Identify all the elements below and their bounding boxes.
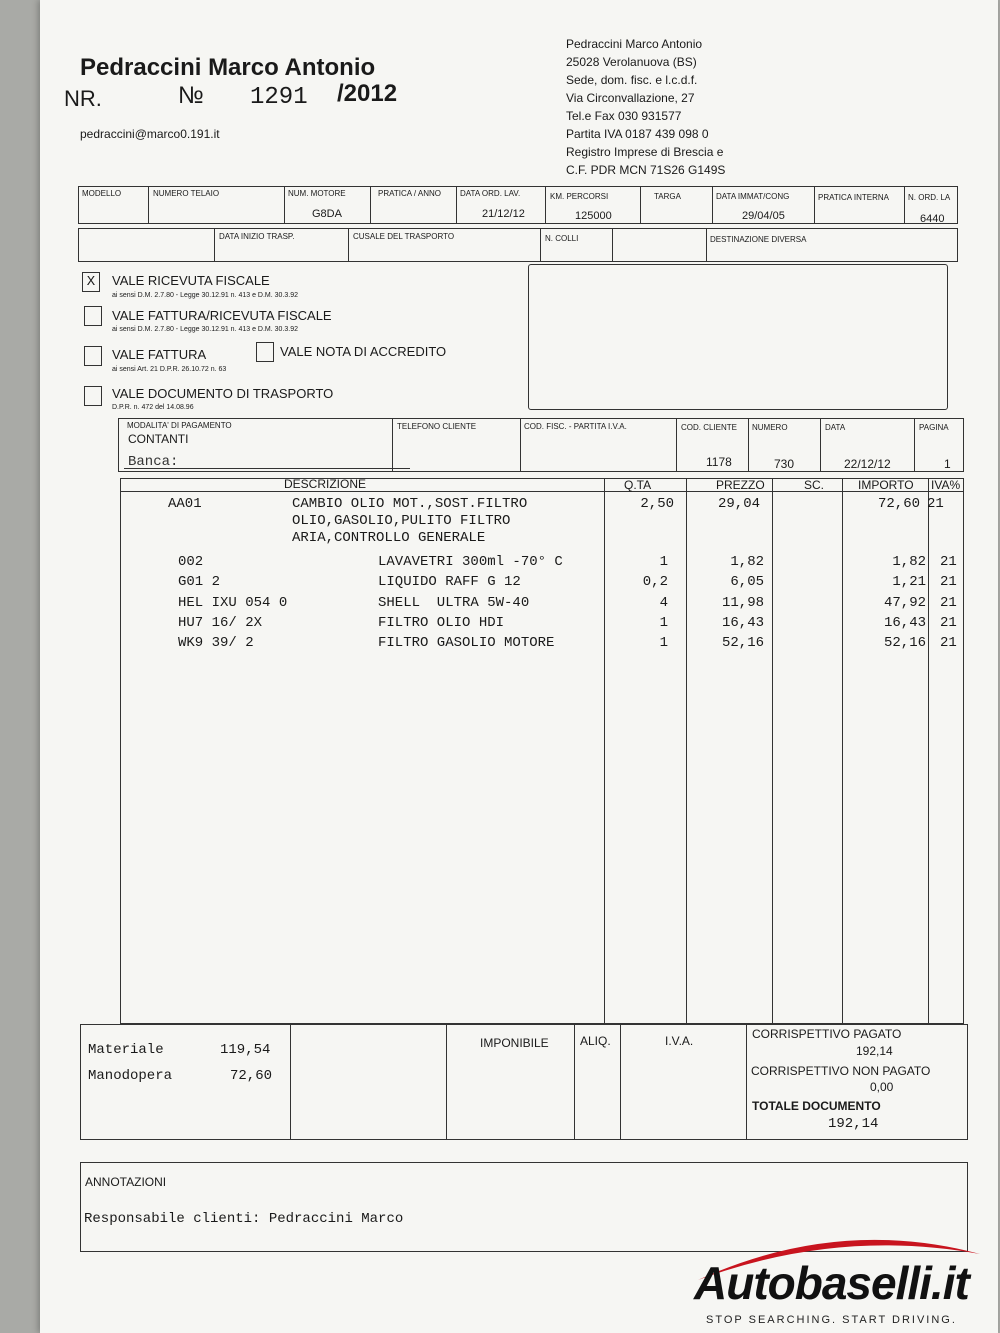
- part-desc: FILTRO GASOLIO MOTORE: [378, 635, 555, 651]
- table-row: [178, 554, 203, 570]
- ricevuta-note: ai sensi D.M. 2.7.80 - Legge 30.12.91 n. 413 e D.M. 30.3.92: [112, 292, 299, 299]
- nord-value: 6440: [920, 213, 945, 225]
- part-desc: LAVAVETRI 300ml -70° C: [378, 554, 563, 570]
- manodopera-value: 72,60: [230, 1068, 273, 1084]
- labour-description: [292, 496, 527, 547]
- aliquota-label: ALIQ.: [580, 1034, 611, 1048]
- data-ord-value: 21/12/12: [482, 208, 525, 220]
- table-row: [178, 615, 262, 631]
- totale-value: 192,14: [828, 1116, 879, 1132]
- destinazione-label: DESTINAZIONE DIVERSA: [710, 235, 807, 244]
- ricevuta-label: VALE RICEVUTA FISCALE: [112, 273, 270, 288]
- address-line: Partita IVA 0187 439 098 0: [566, 127, 709, 141]
- fattura-ricevuta-checkbox[interactable]: [84, 306, 102, 326]
- col-prezzo: PREZZO: [716, 478, 765, 492]
- col-descrizione: DESCRIZIONE: [284, 477, 367, 491]
- part-desc: LIQUIDO RAFF G 12: [378, 574, 521, 590]
- notes-text: Responsabile clienti: Pedraccini Marco: [84, 1211, 404, 1227]
- address-line: Tel.e Fax 030 931577: [566, 109, 682, 123]
- part-qta: 1: [659, 554, 668, 570]
- motore-label: NUM. MOTORE: [288, 189, 346, 198]
- part-importo: 1,21: [892, 574, 926, 590]
- inizio-trasp-label: DATA INIZIO TRASP.: [219, 232, 295, 241]
- watermark-tagline: STOP SEARCHING. START DRIVING.: [706, 1314, 957, 1326]
- part-desc: FILTRO OLIO HDI: [378, 615, 505, 631]
- part-code: G01 2: [178, 574, 221, 590]
- labour-code: AA01: [168, 496, 202, 512]
- materiale-value: 119,54: [220, 1042, 271, 1058]
- pagina-value: 1: [944, 457, 951, 471]
- part-code: HU7 16/ 2X: [178, 615, 263, 631]
- fattura-label: VALE FATTURA: [112, 347, 207, 362]
- nota-accredito-label: VALE NOTA DI ACCREDITO: [280, 344, 447, 359]
- trasporto-label: VALE DOCUMENTO DI TRASPORTO: [112, 386, 334, 401]
- part-qta: 4: [659, 595, 668, 611]
- notes-label: ANNOTAZIONI: [85, 1175, 167, 1189]
- col-importo: IMPORTO: [858, 478, 914, 492]
- address-line: Pedraccini Marco Antonio: [566, 37, 703, 51]
- targa-label: TARGA: [654, 192, 681, 201]
- telaio-label: NUMERO TELAIO: [153, 189, 220, 198]
- trasporto-checkbox[interactable]: [84, 386, 102, 406]
- customer-address-box: [528, 264, 948, 410]
- address-line: C.F. PDR MCN 71S26 G149S: [566, 163, 726, 177]
- numero-label: NUMERO: [752, 423, 788, 432]
- modalita-label: MODALITA' DI PAGAMENTO: [127, 421, 232, 430]
- watermark-brand-text: Autobaselli.it: [694, 1257, 969, 1309]
- immat-value: 29/04/05: [742, 210, 785, 222]
- invoice-number: 1291: [250, 84, 308, 111]
- part-iva: 21: [940, 595, 957, 611]
- pratica-label: PRATICA / ANNO: [378, 189, 441, 198]
- number-symbol: №: [178, 82, 204, 109]
- cod-cliente-label: COD. CLIENTE: [681, 423, 738, 432]
- immat-label: DATA IMMAT/CONG: [716, 192, 790, 201]
- company-email: pedraccini@marco0.191.it: [80, 127, 220, 141]
- labour-iva: 21: [927, 496, 944, 512]
- data-doc-value: 22/12/12: [844, 457, 891, 471]
- labour-line: ARIA,CONTROLLO GENERALE: [292, 530, 486, 546]
- trasporto-note: D.P.R. n. 472 del 14.08.96: [112, 404, 194, 411]
- fattura-checkbox[interactable]: [84, 346, 102, 366]
- fattura-ricevuta-note: ai sensi D.M. 2.7.80 - Legge 30.12.91 n. 413 e D.M. 30.3.92: [112, 326, 299, 333]
- nota-accredito-checkbox[interactable]: [256, 342, 274, 362]
- colli-label: N. COLLI: [545, 234, 579, 243]
- part-code: 002: [178, 554, 204, 570]
- pratica-interna-label: PRATICA INTERNA: [818, 193, 889, 202]
- totale-label: TOTALE DOCUMENTO: [752, 1099, 881, 1113]
- data-doc-label: DATA: [825, 423, 846, 432]
- address-block: [566, 35, 725, 179]
- pagina-label: PAGINA: [919, 423, 949, 432]
- modello-label: MODELLO: [82, 189, 122, 198]
- telefono-label: TELEFONO CLIENTE: [397, 422, 477, 431]
- labour-importo: 72,60: [877, 496, 920, 512]
- part-prezzo: 1,82: [730, 554, 764, 570]
- part-iva: 21: [940, 615, 957, 631]
- address-line: 25028 Verolanuova (BS): [566, 55, 697, 69]
- part-desc: SHELL ULTRA 5W-40: [378, 595, 530, 611]
- nord-label: N. ORD. LA: [908, 193, 951, 202]
- modalita-value: CONTANTI: [128, 432, 189, 446]
- labour-line: OLIO,GASOLIO,PULITO FILTRO: [292, 513, 511, 529]
- labour-qta: 2,50: [640, 496, 674, 512]
- part-prezzo: 6,05: [730, 574, 764, 590]
- part-prezzo: 16,43: [721, 615, 764, 631]
- nr-label: NR.: [64, 86, 102, 111]
- part-qta: 1: [659, 615, 668, 631]
- invoice-year: /2012: [337, 80, 398, 107]
- part-code: HEL IXU 054 0: [178, 595, 288, 611]
- transport-row: [78, 228, 958, 262]
- materiale-label: Materiale: [88, 1042, 164, 1058]
- table-row: [178, 574, 220, 590]
- iva-total-label: I.V.A.: [665, 1034, 694, 1048]
- watermark-brand: [694, 1256, 969, 1310]
- address-line: Registro Imprese di Brescia e: [566, 145, 724, 159]
- table-row: [178, 595, 287, 611]
- motore-value: G8DA: [312, 208, 342, 220]
- company-name: Pedraccini Marco Antonio: [80, 54, 376, 81]
- part-code: WK9 39/ 2: [178, 635, 254, 651]
- part-iva: 21: [940, 635, 957, 651]
- col-iva: IVA%: [931, 478, 961, 492]
- data-ord-label: DATA ORD. LAV.: [460, 189, 521, 198]
- address-line: Sede, dom. fisc. e l.c.d.f.: [566, 73, 698, 87]
- part-prezzo: 52,16: [721, 635, 764, 651]
- col-qta: Q.TA: [624, 478, 652, 492]
- ricevuta-checkbox[interactable]: X: [82, 272, 100, 292]
- fattura-note: ai sensi Art. 21 D.P.R. 26.10.72 n. 63: [112, 366, 227, 373]
- part-qta: 0,2: [642, 574, 668, 590]
- col-sconto: SC.: [804, 478, 825, 492]
- causale-label: CUSALE DEL TRASPORTO: [353, 232, 455, 241]
- labour-line: CAMBIO OLIO MOT.,SOST.FILTRO: [292, 496, 528, 512]
- pagato-label: CORRISPETTIVO PAGATO: [752, 1027, 902, 1041]
- km-value: 125000: [575, 210, 612, 222]
- labour-prezzo: 29,04: [717, 496, 760, 512]
- cod-fisc-label: COD. FISC. - PARTITA I.V.A.: [524, 422, 627, 431]
- fattura-ricevuta-label: VALE FATTURA/RICEVUTA FISCALE: [112, 308, 332, 323]
- part-importo: 52,16: [883, 635, 926, 651]
- part-iva: 21: [940, 554, 957, 570]
- address-line: Via Circonvallazione, 27: [566, 91, 695, 105]
- part-qta: 1: [659, 635, 668, 651]
- km-label: KM. PERCORSI: [550, 192, 609, 201]
- part-importo: 16,43: [883, 615, 926, 631]
- table-row: [178, 635, 254, 651]
- manodopera-label: Manodopera: [88, 1068, 173, 1084]
- non-pagato-value: 0,00: [870, 1080, 894, 1094]
- part-importo: 47,92: [883, 595, 926, 611]
- numero-value: 730: [774, 457, 795, 471]
- part-iva: 21: [940, 574, 957, 590]
- cod-cliente-value: 1178: [706, 455, 732, 469]
- non-pagato-label: CORRISPETTIVO NON PAGATO: [751, 1064, 931, 1078]
- part-prezzo: 11,98: [721, 595, 764, 611]
- banca-label: Banca:: [128, 454, 179, 470]
- imponibile-label: IMPONIBILE: [480, 1036, 549, 1050]
- part-importo: 1,82: [892, 554, 926, 570]
- pagato-value: 192,14: [856, 1044, 893, 1058]
